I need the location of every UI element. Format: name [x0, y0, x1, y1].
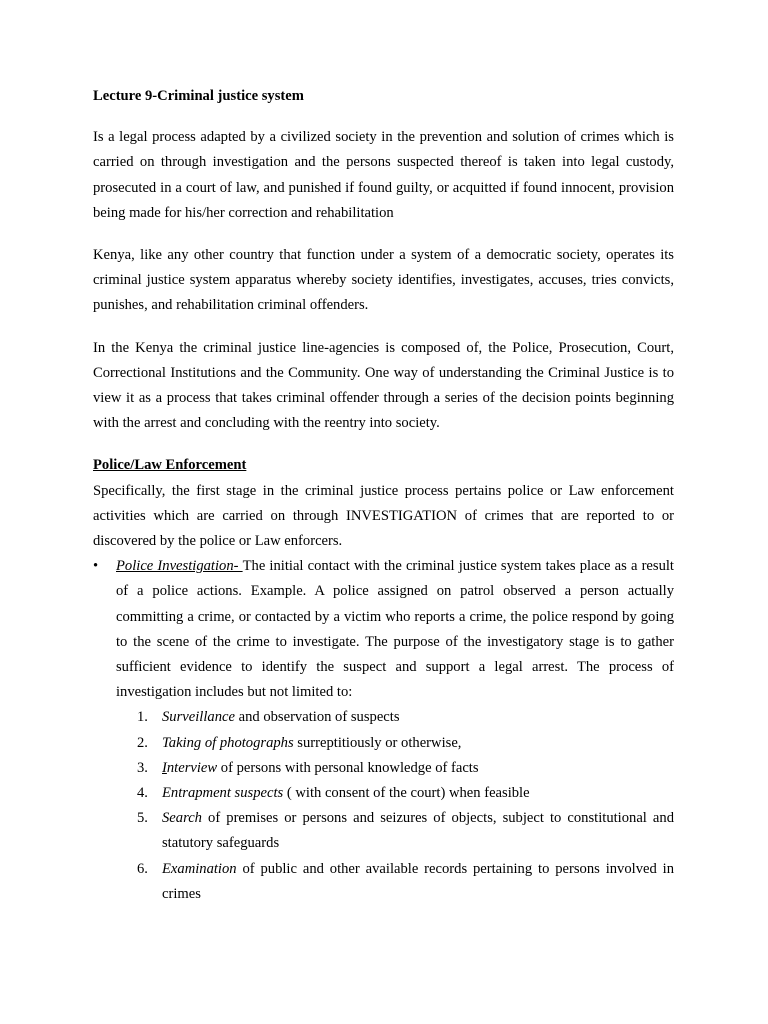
step-item: [116, 731, 674, 756]
paragraph-definition: Is a legal process adapted by a civilized society in the prevention and solution of crimes which is carried on through investigation and the persons suspected thereof is taken into legal custody, prosecuted in a court of law, and punished if found guilty, or acquitted if found innocent, provision being made for his/her correction and rehabilitation: [93, 129, 674, 221]
step-number: 2.: [137, 734, 148, 751]
step-item: [116, 781, 674, 806]
bullet-text: [116, 554, 674, 705]
step-item: [116, 806, 674, 856]
section-police: [93, 453, 674, 907]
step-number: 3.: [137, 759, 148, 776]
step-number: 1.: [137, 709, 148, 726]
step-term: Entrapment suspects: [162, 785, 284, 802]
document-body: [93, 84, 674, 907]
step-text: of public and other available records pertaining to persons involved in crimes: [162, 860, 674, 902]
lecture-title: Lecture 9-Criminal justice system: [93, 88, 304, 104]
step-term: nterview: [166, 759, 218, 776]
paragraph-line-agencies: In the Kenya the criminal justice line-agencies is composed of, the Police, Prosecution, Court, Correctional Institutions and the Community. One way of understanding the Criminal Justice is to view it as a process that takes criminal offender through a series of the decision points beginning with the arrest and concluding with the reentry into society.: [93, 339, 674, 432]
step-text: ( with consent of the court) when feasible: [283, 785, 530, 802]
step-term-initial: I: [162, 759, 167, 776]
step-item: [116, 756, 674, 781]
step-item: [116, 857, 674, 907]
step-number: 4.: [137, 785, 148, 802]
bullet-body: The initial contact with the criminal justice system takes place as a result of a police actions. Example. A police assigned on patrol observed a person actually committing a crime, or contacted by a victim who reports a crime, the police respond by going to the scene of the crime to investigate. The purpose of the investigatory stage is to gather sufficient evidence to identify the suspect and support a legal arrest. The process of investigation includes but not limited to:: [116, 558, 674, 701]
step-number: 6.: [137, 860, 148, 877]
section-intro: Specifically, the first stage in the criminal justice process pertains police or Law enforcement activities which are carried on through INVESTIGATION of crimes that are reported to or discovered by the police or Law enforcers.: [93, 482, 674, 550]
bullet-item-police-investigation: [93, 554, 674, 907]
step-term: Search: [162, 810, 202, 827]
step-text: of premises or persons and seizures of objects, subject to constitutional and statutory safeguards: [162, 810, 674, 852]
bullet-term: Police Investigation-: [116, 558, 243, 575]
bullet-list: [93, 554, 674, 907]
bullet-icon: •: [93, 558, 99, 575]
step-text: surreptitiously or otherwise,: [293, 734, 462, 751]
step-item: [116, 705, 674, 730]
step-text: of persons with personal knowledge of facts: [217, 759, 479, 776]
step-term: Examination: [162, 860, 237, 877]
step-text: and observation of suspects: [234, 709, 400, 726]
step-number: 5.: [137, 810, 148, 827]
section-heading: Police/Law Enforcement: [93, 457, 247, 474]
step-term: Surveillance: [162, 709, 235, 726]
step-term: Taking of photographs: [162, 734, 294, 751]
paragraph-kenya-system: Kenya, like any other country that function under a system of a democratic society, operates its criminal justice system apparatus whereby society identifies, investigates, accuses, tries convicts, punishes, and rehabilitation criminal offenders.: [93, 247, 674, 314]
investigation-steps: [116, 705, 674, 907]
